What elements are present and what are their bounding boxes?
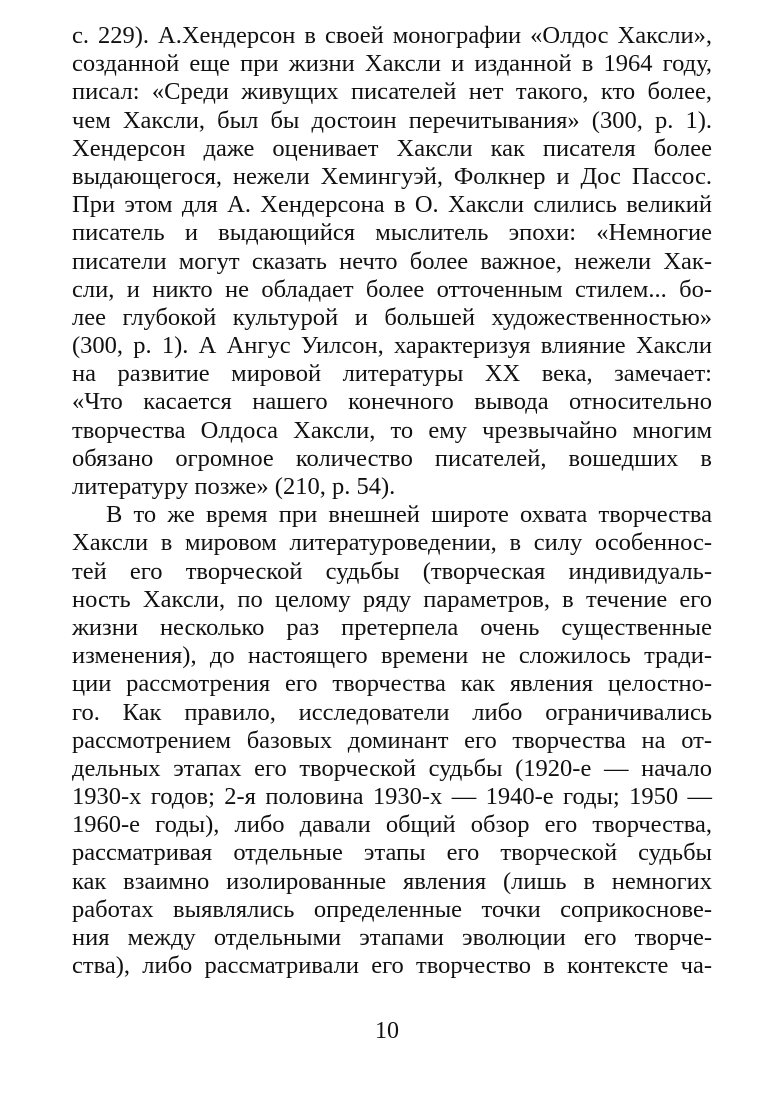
text-line: творчества Олдоса Хаксли, то ему чрезвычайно многим xyxy=(72,416,712,444)
text-line: обязано огромное количество писателей, вошедших в xyxy=(72,444,712,472)
page-number: 10 xyxy=(375,1018,399,1044)
text-line: как взаимно изолированные явления (лишь в немногих xyxy=(72,867,712,895)
text-line: на развитие мировой литературы XX века, замечает: xyxy=(72,360,712,388)
paragraph-start-line: В то же время при внешней широте охвата творчества xyxy=(106,501,712,529)
body-text xyxy=(72,22,712,980)
text-line: жизни несколько раз претерпела очень существенные xyxy=(72,613,712,641)
text-line: ства), либо рассматривали его творчество в контексте ча- xyxy=(72,952,712,980)
text-line: выдающегося, нежели Хемингуэй, Фолкнер и Дос Пассос. xyxy=(72,162,712,190)
text-line: дельных этапах его творческой судьбы (1920-е — начало xyxy=(72,754,712,782)
text-line: Хаксли в мировом литературоведении, в силу особеннос- xyxy=(72,529,712,557)
paragraph-end-line: литературу позже» (210, p. 54). xyxy=(72,473,396,500)
text-line: (300, p. 1). А Ангус Уилсон, характеризуя влияние Хаксли xyxy=(72,332,712,360)
text-line: ность Хаксли, по целому ряду параметров, в течение его xyxy=(72,585,712,613)
text-line: Хендерсон даже оценивает Хаксли как писателя более xyxy=(72,134,712,162)
text-line: рассмотрением базовых доминант его творчества на от- xyxy=(72,726,712,754)
text-line: ния между отдельными этапами эволюции его творче- xyxy=(72,924,712,951)
text-line: ции рассмотрения его творчества как явления целостно- xyxy=(72,670,712,698)
text-line: рассматривая отдельные этапы его творческой судьбы xyxy=(72,839,712,867)
text-line: 1960-е годы), либо давали общий обзор его творчества, xyxy=(72,811,712,839)
text-line: тей его творческой судьбы (творческая индивидуаль- xyxy=(72,557,712,585)
text-line: с. 229). А.Хендерсон в своей монографии «Олдос Хаксли», xyxy=(72,22,712,49)
text-line: сли, и никто не обладает более отточенным стилем... бо- xyxy=(72,275,712,303)
text-line: При этом для А. Хендерсона в О. Хаксли слились великий xyxy=(72,191,712,219)
text-line: работах выявлялись определенные точки соприкоснове- xyxy=(72,895,712,923)
text-line: лее глубокой культурой и большей художественностью» xyxy=(72,303,712,331)
text-line: 1930-х годов; 2-я половина 1930-х — 1940-е годы; 1950 — xyxy=(72,783,712,811)
text-line: изменения), до настоящего времени не сложилось тради- xyxy=(72,642,712,670)
text-line: писатель и выдающийся мыслитель эпохи: «Немногие xyxy=(72,219,712,247)
text-line: писатели могут сказать нечто более важное, нежели Хак- xyxy=(72,247,712,275)
text-line: «Что касается нашего конечного вывода относительно xyxy=(72,388,712,416)
text-line: го. Как правило, исследователи либо ограничивались xyxy=(72,698,712,726)
text-line: созданной еще при жизни Хаксли и изданной в 1964 году, xyxy=(72,50,712,78)
text-line: писал: «Среди живущих писателей нет такого, кто более, xyxy=(72,78,712,106)
text-line: чем Хаксли, был бы достоин перечитывания» (300, p. 1). xyxy=(72,106,712,134)
